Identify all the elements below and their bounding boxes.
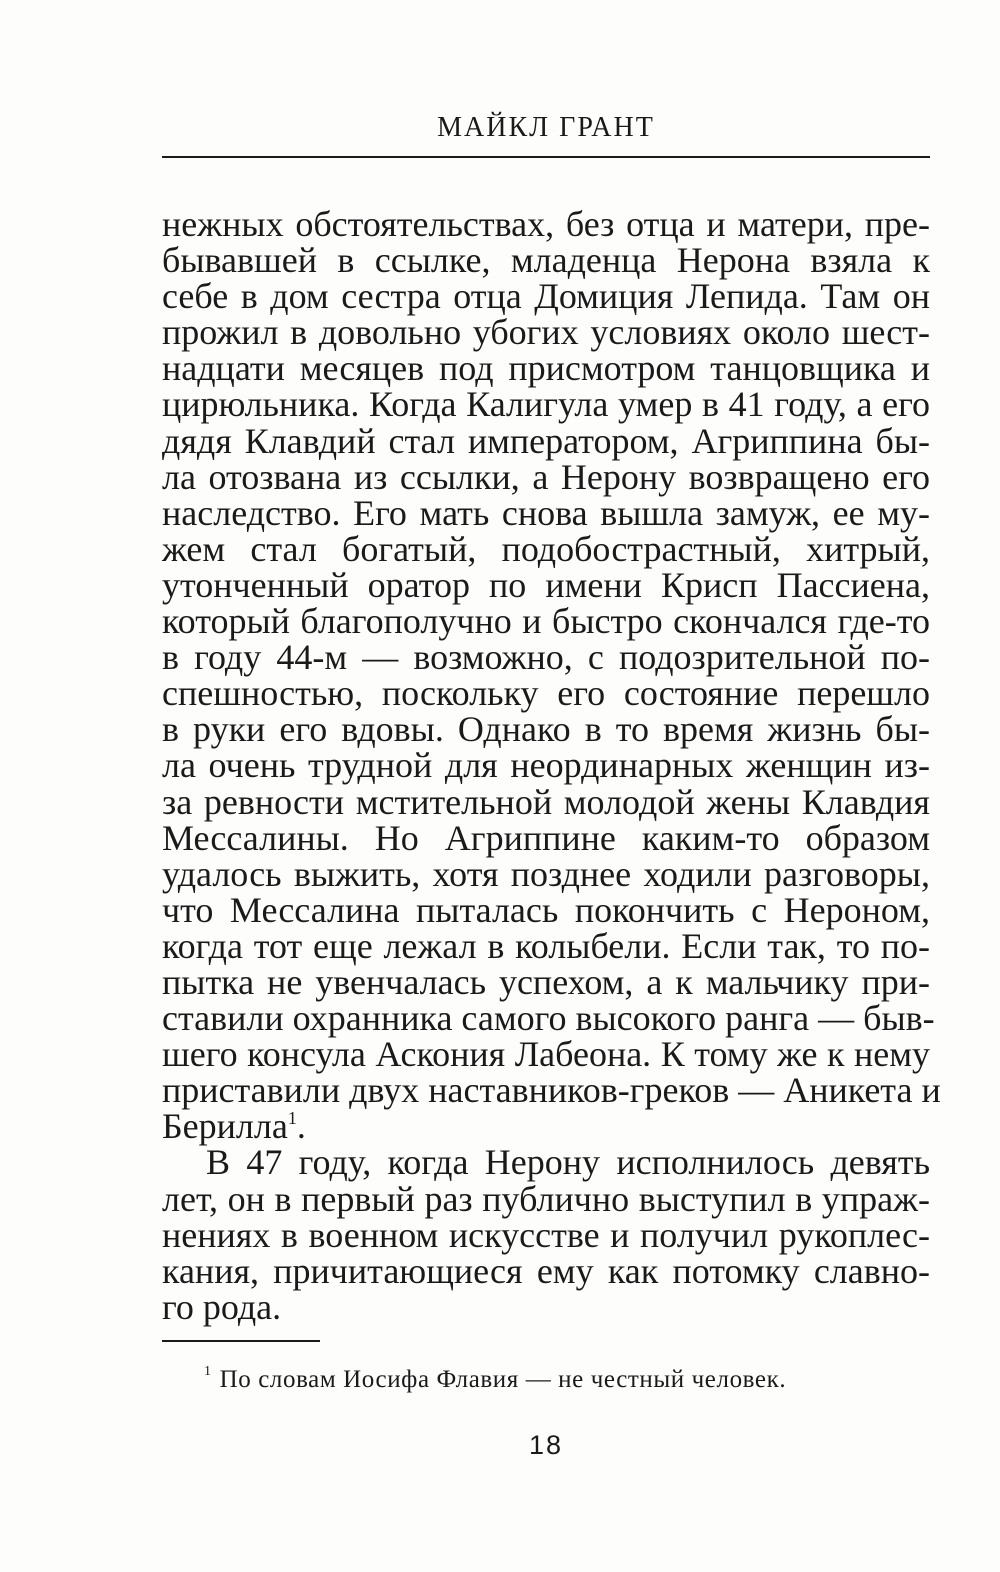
text-line: удалось выжить, хотя позднее ходили разговоры, [162, 853, 930, 894]
running-head: МАЙКЛ ГРАНТ [437, 112, 655, 143]
text-line: шего консула Аскония Лабеона. К тому же к нему [162, 1034, 930, 1075]
footnote-reference[interactable]: 1 [287, 1108, 297, 1129]
text-line: утонченный оратор по имени Крисп Пассиена, [162, 564, 930, 605]
page-number: 18 [528, 1430, 564, 1460]
text-line: который благополучно и быстро скончался где-то [162, 601, 930, 642]
body-text [162, 204, 941, 1327]
footnote-mark: 1 [204, 1364, 212, 1379]
text-line: прожил в довольно убогих условиях около шест- [162, 312, 930, 353]
text-line: надцати месяцев под присмотром танцовщика и [162, 348, 930, 389]
text-line: в руки его вдовы. Однако в то время жизнь бы- [162, 709, 930, 750]
last-line-end: . [296, 1106, 306, 1147]
header-rule [162, 156, 930, 158]
text-line: в году 44-м — возможно, с подозрительной по- [162, 637, 930, 678]
text-line: жем стал богатый, подобострастный, хитрый, [162, 528, 930, 569]
text-line: что Мессалина пыталась покончить с Нероном, [162, 889, 930, 930]
text-line: кания, причитающиеся ему как потомку славно- [162, 1250, 930, 1291]
paragraph-last-line: го рода. [162, 1286, 282, 1327]
text-line: дядя Клавдий стал императором, Агриппина бы- [162, 420, 930, 461]
text-line: лет, он в первый раз публично выступил в упраж- [162, 1178, 930, 1219]
text-line: ла очень трудной для неординарных женщин из- [162, 745, 930, 786]
text-line: ставили охранника самого высокого ранга — быв- [162, 998, 935, 1039]
text-line: когда тот еще лежал в колыбели. Если так, то по- [162, 925, 930, 966]
paragraph-last-line [162, 1106, 930, 1147]
text-line: приставили двух наставников-греков — Аникета и [162, 1070, 941, 1111]
text-line: нениях в военном искусстве и получил рукоплес- [162, 1214, 930, 1255]
text-line: себе в дом сестра отца Домиция Лепида. Там он [162, 276, 930, 317]
footnote-rule [162, 1340, 320, 1342]
text-line: бывавшей в ссылке, младенца Нерона взяла к [162, 240, 930, 281]
text-line: Мессалины. Но Агриппине каким-то образом [162, 817, 930, 858]
last-line-text: Берилла [162, 1106, 288, 1147]
footnote [204, 1364, 786, 1394]
text-line: нежных обстоятельствах, без отца и матери, пре- [162, 204, 930, 244]
text-line: наследство. Его мать снова вышла замуж, ее му- [162, 492, 930, 533]
text-line: ла отозвана из ссылки, а Нерону возвращено его [162, 456, 930, 497]
text-line: цирюльника. Когда Калигула умер в 41 году, а его [162, 384, 930, 425]
text-line: за ревности мстительной молодой жены Клавдия [162, 781, 930, 822]
text-line: спешностью, поскольку его состояние перешло [162, 673, 930, 714]
text-line: В 47 году, когда Нерону исполнилось девять [206, 1142, 930, 1183]
text-line: пытка не увенчалась успехом, а к мальчику при- [162, 961, 930, 1002]
footnote-text: По словам Иосифа Флавия — не честный человек. [219, 1366, 787, 1393]
